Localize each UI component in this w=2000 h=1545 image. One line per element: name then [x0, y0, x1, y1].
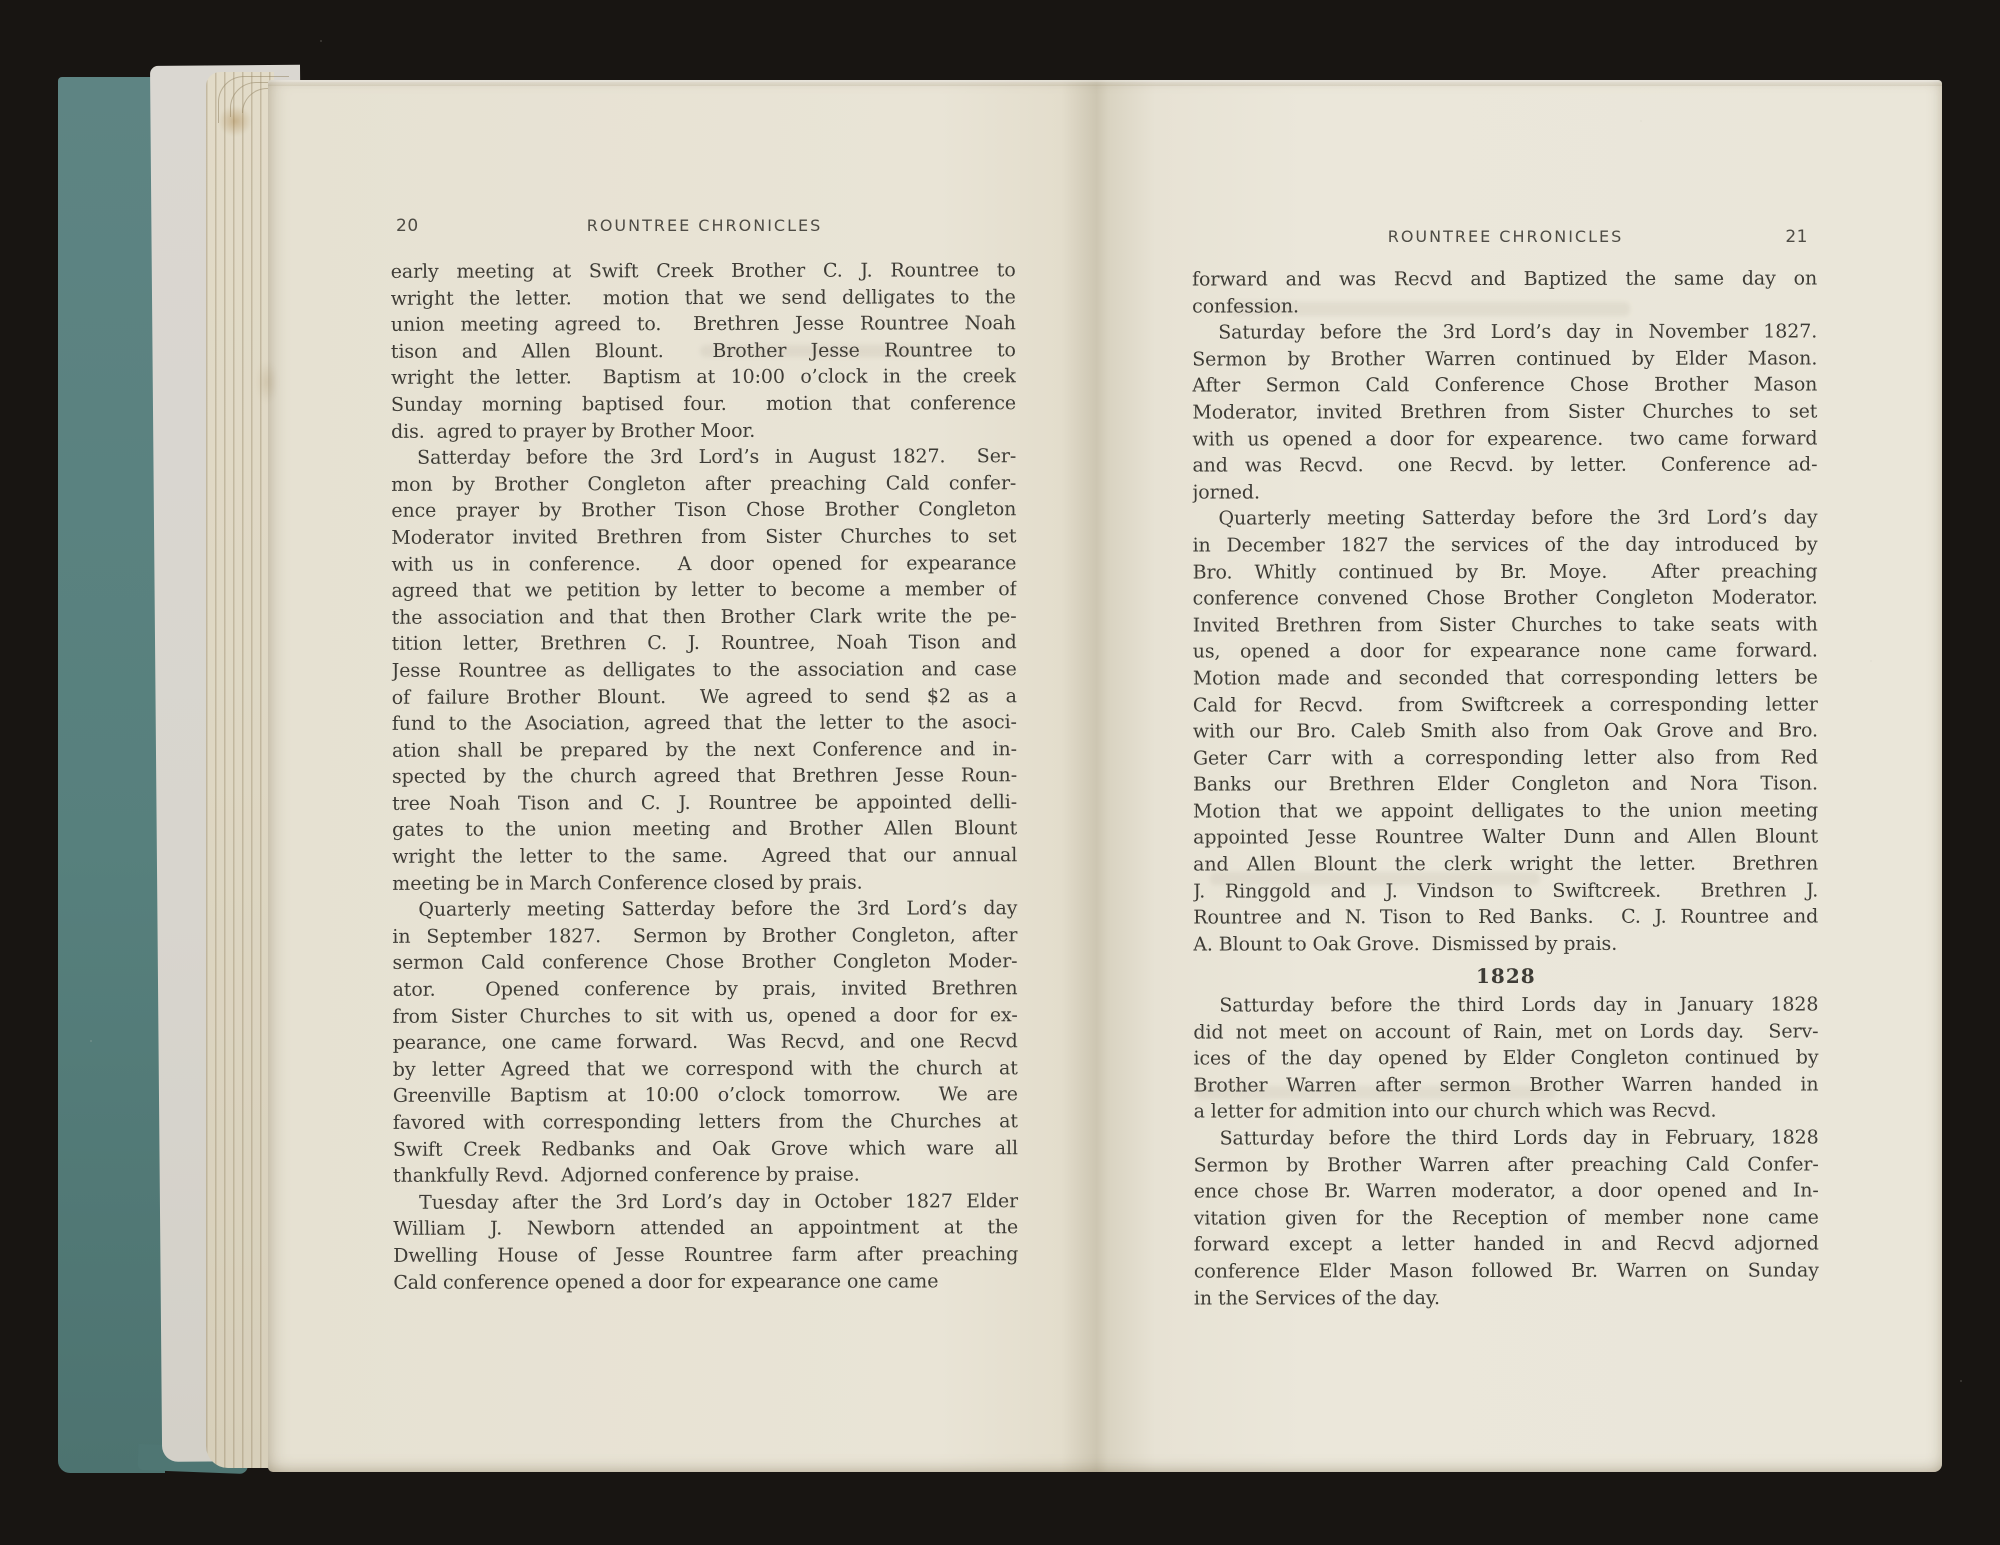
text-line: wright the letter. motion that we send delligates to the [390, 285, 1016, 310]
text-line: sermon Cald conference Chose Brother Congleton Moder- [392, 950, 1018, 975]
text-line: Satturday before the third Lords day in January 1828 [1219, 993, 1819, 1017]
running-title: ROUNTREE CHRONICLES [1387, 227, 1624, 246]
text-line: with us opened a door for expearence. two came forward [1192, 427, 1818, 451]
text-line: William J. Newborn attended an appointment at the [393, 1216, 1019, 1241]
text-line: Quarterly meeting Satterday before the 3rd Lord’s day [418, 897, 1018, 921]
text-line: Geter Carr with a corresponding letter also from Red [1192, 746, 1818, 770]
text-line: forward except a letter handed in and Recvd adjorned [1193, 1232, 1819, 1256]
text-line: Rountree and N. Tison to Red Banks. C. J. Rountree and [1193, 905, 1819, 929]
text-line: ator. Opened conference by prais, invited Brethren [392, 977, 1018, 1001]
text-line: confession. [1192, 294, 1299, 318]
text-line: Swift Creek Redbanks and Oak Grove which ware all [392, 1136, 1019, 1161]
page-stack-edges [206, 72, 274, 1468]
text-line: Cald conference opened a door for expearance one came [393, 1269, 939, 1294]
text-line: Greenville Baptism at 10:00 o’clock tomorrow. We are [392, 1083, 1018, 1108]
text-line: conference convened Chose Brother Congleton Moderator. [1192, 586, 1818, 610]
text-line: fund to the Asociation, agreed that the letter to the asoci- [391, 711, 1017, 735]
text-line: tree Noah Tison and C. J. Rountree be appointed delli- [392, 791, 1018, 815]
text-line: union meeting agreed to. Brethren Jesse Rountree Noah [390, 312, 1016, 337]
book-cover-edge [58, 77, 165, 1473]
dust-speck [1640, 120, 1642, 122]
text-line: wright the letter to the same. Agreed that our annual [392, 844, 1018, 868]
text-line: Banks our Brethren Elder Congleton and Nora Tison. [1192, 772, 1819, 796]
dust-speck [1870, 660, 1872, 662]
text-line: Sunday morning baptised four. motion that conference [390, 392, 1017, 416]
page-number: 20 [396, 216, 419, 236]
text-line: Invited Brethren from Sister Churches to take seats with [1192, 613, 1818, 637]
text-line: spected by the church agreed that Brethren Jesse Roun- [391, 764, 1018, 789]
text-line: early meeting at Swift Creek Brother C. J. Rountree to [390, 259, 1016, 283]
page-number: 21 [1785, 227, 1808, 247]
text-line: meeting be in March Conference closed by prais. [392, 871, 863, 895]
text-line: Jesse Rountree as delligates to the association and case [391, 658, 1017, 682]
text-line: Moderator, invited Brethren from Sister Churches to set [1192, 400, 1818, 424]
text-line: ation shall be prepared by the next Conference and in- [391, 737, 1017, 762]
text-line: ence chose Br. Warren moderator, a door opened and In- [1193, 1179, 1819, 1203]
text-line: vitation given for the Reception of member none came [1193, 1206, 1819, 1230]
text-line: in the Services of the day. [1193, 1286, 1440, 1310]
page-top-edge-highlight [268, 80, 1942, 86]
text-line: and was Recvd. one Recvd. by letter. Conference ad- [1192, 453, 1818, 477]
text-line: forward and was Recvd and Baptized the same day on [1192, 267, 1818, 291]
text-line: wright the letter. Baptism at 10:00 o’clock in the creek [390, 365, 1016, 390]
text-line: the association and that then Brother Clark write the pe- [391, 604, 1017, 629]
text-line: Saturday before the 3rd Lord’s day in November 1827. [1218, 320, 1818, 344]
text-line: in December 1827 the services of the day introduced by [1192, 533, 1818, 557]
text-line: of failure Brother Blount. We agreed to send $2 as a [391, 684, 1017, 709]
left-page-header [392, 216, 1017, 242]
text-line: jorned. [1192, 481, 1260, 504]
dust-speck [90, 1040, 92, 1042]
text-line: favored with corresponding letters from the Churches at [392, 1110, 1018, 1134]
text-line: agreed that we petition by letter to become a member of [391, 578, 1017, 602]
text-line: Moderator invited Brethren from Sister Churches to set [391, 525, 1017, 549]
text-line: dis. agred to prayer by Brother Moor. [391, 419, 756, 443]
text-line: gates to the union meeting and Brother Allen Blount [392, 817, 1018, 842]
right-page-header [1193, 227, 1818, 253]
text-line: by letter Agreed that we correspond with the church at [392, 1056, 1018, 1081]
text-line: appointed Jesse Rountree Walter Dunn and Allen Blount [1193, 825, 1819, 850]
right-page-text-block [1192, 265, 1819, 1311]
text-line: conference Elder Mason followed Br. Warren on Sunday [1193, 1259, 1819, 1283]
section-heading: 1828 [1475, 964, 1536, 989]
text-line: tison and Allen Blount. Brother Jesse Rountree to [390, 338, 1016, 363]
text-line: thankfully Revd. Adjorned conference by praise. [393, 1163, 860, 1188]
text-line: Brother Warren after sermon Brother Warren handed in [1193, 1073, 1819, 1097]
text-line: with our Bro. Caleb Smith also from Oak Grove and Bro. [1192, 719, 1818, 743]
text-line: ices of the day opened by Elder Congleton continued by [1193, 1046, 1819, 1070]
text-line: tition letter, Brethren C. J. Rountree, Noah Tison and [391, 631, 1017, 656]
text-line: Satturday before the third Lords day in February, 1828 [1219, 1126, 1819, 1150]
text-line: A. Blount to Oak Grove. Dismissed by prais. [1193, 932, 1618, 956]
running-title: ROUNTREE CHRONICLES [586, 216, 823, 235]
dust-speck [320, 40, 322, 42]
text-line: Cald for Recvd. from Swiftcreek a corresponding letter [1192, 692, 1818, 717]
text-line: with us in conference. A door opened for expearance [391, 551, 1017, 576]
text-line: J. Ringgold and J. Vindson to Swiftcreek. Brethren J. [1193, 879, 1819, 903]
text-line: mon by Brother Congleton after preaching Cald confer- [391, 471, 1017, 496]
text-line: Tuesday after the 3rd Lord’s day in October 1827 Elder [419, 1189, 1019, 1214]
text-line: from Sister Churches to sit with us, opened a door for ex- [392, 1003, 1018, 1028]
left-page-text-block [391, 257, 1019, 1296]
text-line: us, opened a door for expearance none came forward. [1192, 639, 1818, 663]
text-line: ence prayer by Brother Tison Chose Brother Congleton [391, 498, 1017, 523]
text-line: Dwelling House of Jesse Rountree farm after preaching [393, 1243, 1019, 1267]
text-line: Bro. Whitly continued by Br. Moye. After preaching [1192, 559, 1818, 584]
dust-speck [1960, 1380, 1962, 1382]
text-line: Motion that we appoint delligates to the union meeting [1193, 799, 1819, 823]
text-line: pearance, one came forward. Was Recvd, and one Recvd [392, 1030, 1018, 1055]
text-line: in September 1827. Sermon by Brother Congleton, after [392, 924, 1018, 948]
text-line: Sermon by Brother Warren continued by Elder Mason. [1192, 347, 1818, 371]
text-line: Quarterly meeting Satterday before the 3rd Lord’s day [1218, 506, 1818, 530]
text-line: and Allen Blount the clerk wright the letter. Brethren [1193, 852, 1819, 876]
text-line: a letter for admition into our church which was Recvd. [1193, 1100, 1717, 1123]
text-line: After Sermon Cald Conference Chose Brother Mason [1192, 373, 1818, 397]
text-line: Sermon by Brother Warren after preaching Cald Confer- [1193, 1153, 1819, 1177]
text-line: Satterday before the 3rd Lord’s in August 1827. Ser- [417, 445, 1017, 469]
text-line: Motion made and seconded that corresponding letters be [1192, 666, 1818, 690]
text-line: did not meet on account of Rain, met on Lords day. Serv- [1193, 1020, 1819, 1044]
